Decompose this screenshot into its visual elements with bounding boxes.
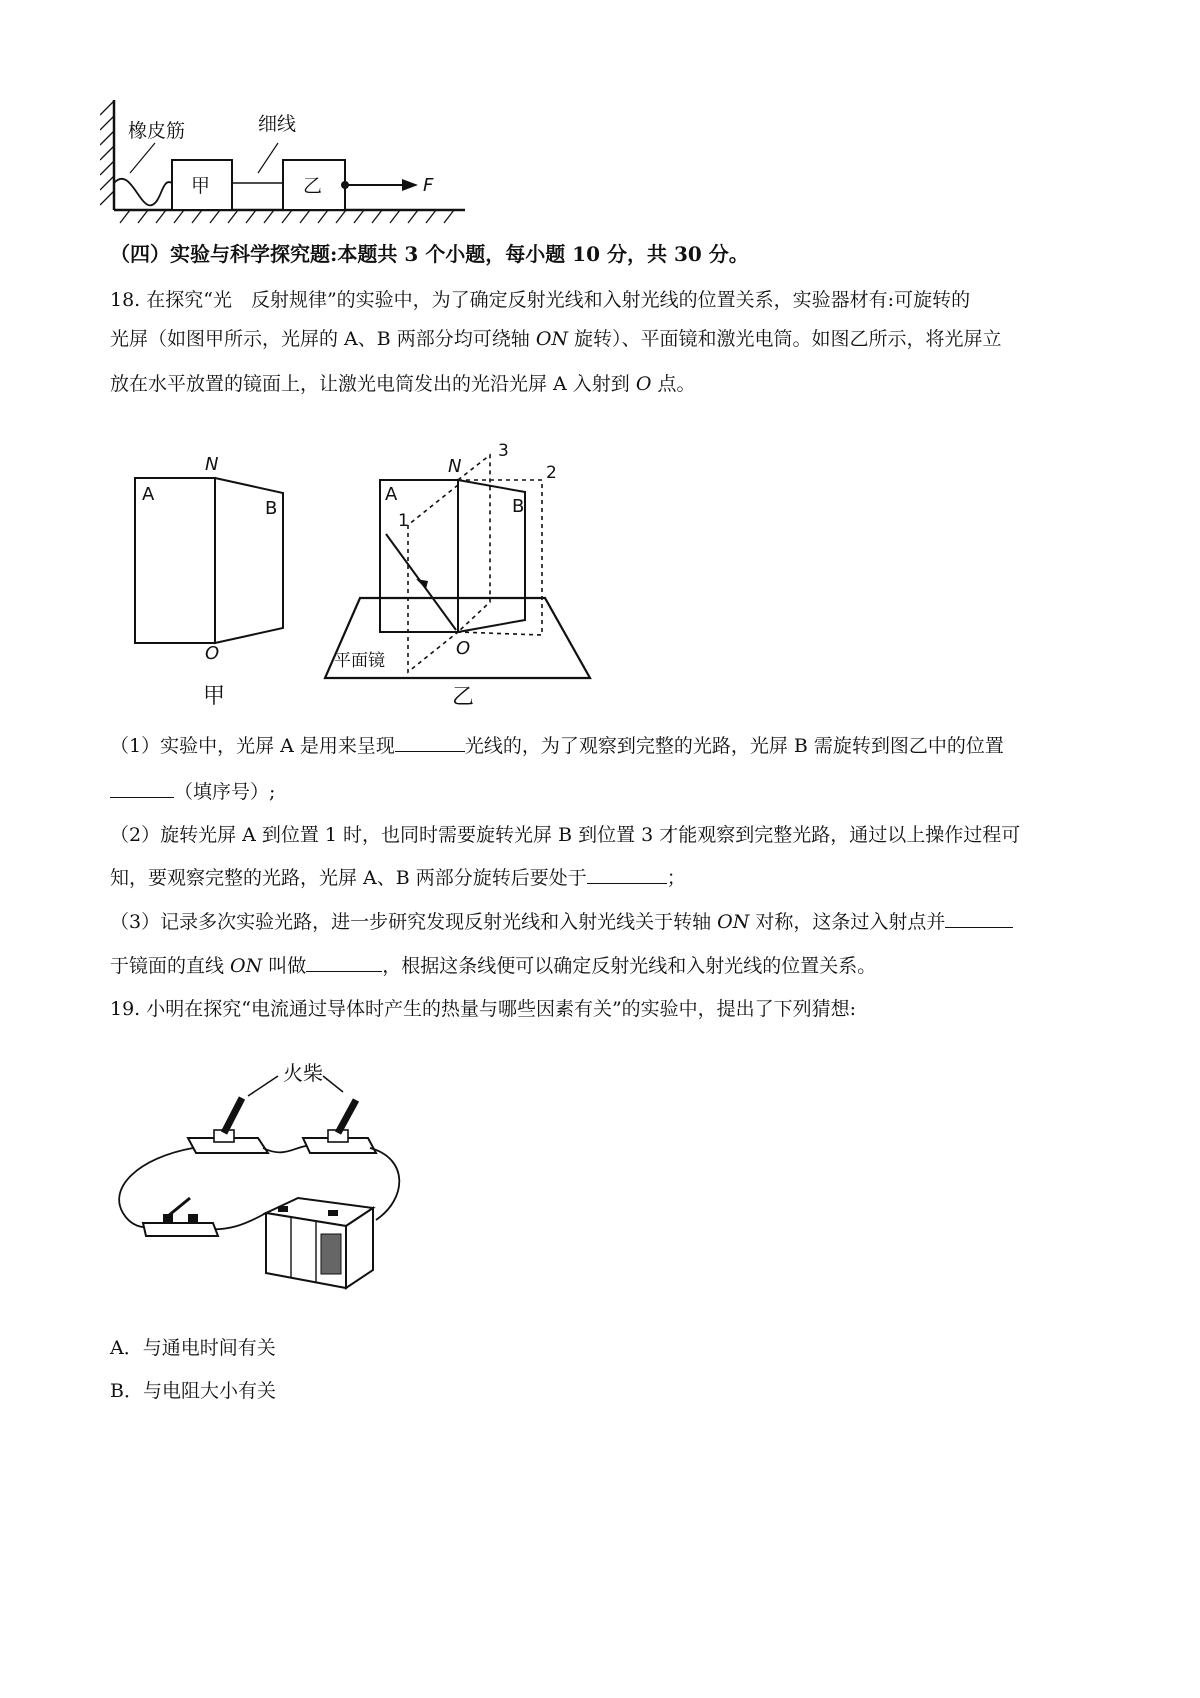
option-a: A．与通电时间有关 (110, 1337, 276, 1359)
rubber-band-label: 橡皮筋 (128, 120, 186, 142)
option-b: B．与电阻大小有关 (110, 1380, 276, 1402)
q18-part-1-line-2: （填序号）; (110, 779, 275, 805)
axis-on: ON (535, 328, 569, 350)
q18-part-3-line-2: 于镜面的直线 ON 叫做 ，根据这条线便可以确定反射光线和入射光线的位置关系。 (110, 955, 877, 977)
q18-part-3-line-1: （3）记录多次实验光路，进一步研究发现反射光线和入射光线关于转轴 ON 对称，这条过入射点并 (110, 909, 1013, 935)
answer-blank-5[interactable] (306, 953, 382, 972)
point-o: O (635, 373, 652, 395)
yi-a-label: A (385, 484, 398, 505)
jia-caption: 甲 (203, 684, 226, 709)
thread-label: 细线 (258, 113, 297, 135)
block-yi-label: 乙 (303, 175, 323, 197)
block-jia-label: 甲 (191, 175, 211, 197)
yi-caption: 乙 (452, 685, 475, 710)
q18-line-1: 18. 在探究“光 反射规律”的实验中，为了确定反射光线和入射光线的位置关系，实验器材有:可旋转的 (110, 289, 971, 311)
q18-part-1-line-1: （1）实验中，光屏 A 是用来呈现 光线的，为了观察到完整的光路，光屏 B 需旋转到图乙中的位置 (110, 735, 1004, 757)
section-heading: （四）实验与科学探究题:本题共 3 个小题，每小题 10 分，共 30 分。 (110, 242, 749, 266)
q18-part-2-line-1: （2）旋转光屏 A 到位置 1 时，也同时需要旋转光屏 B 到位置 3 才能观察到完整光路，通过以上操作过程可 (110, 824, 1021, 846)
mirror-label: 平面镜 (334, 651, 385, 671)
rubber-band-blocks-figure (100, 95, 480, 230)
light-screen-figure-jia (125, 448, 305, 713)
force-label: F (423, 175, 434, 196)
jia-b-label: B (265, 498, 278, 519)
jia-a-label: A (142, 484, 155, 505)
q18-line-3: 放在水平放置的镜面上，让激光电筒发出的光沿光屏 A 入射到 O 点。 (110, 373, 696, 395)
position-2-label: 2 (546, 463, 557, 483)
q19-line-1: 19. 小明在探究“电流通过导体时产生的热量与哪些因素有关”的实验中，提出了下列猜想: (110, 998, 857, 1020)
yi-n-label: N (448, 456, 462, 477)
jia-o-label: O (205, 643, 220, 664)
yi-o-label: O (456, 638, 471, 659)
light-screen-figure-yi (320, 440, 600, 720)
position-3-label: 3 (498, 441, 509, 461)
answer-blank-4[interactable] (945, 909, 1013, 928)
matches-label: 火柴 (283, 1061, 323, 1085)
position-1-label: 1 (398, 511, 409, 531)
answer-blank-3[interactable] (587, 865, 667, 884)
q18-part-2-line-2: 知，要观察完整的光路，光屏 A、B 两部分旋转后要处于 ； (110, 867, 686, 889)
yi-b-label: B (512, 496, 525, 517)
jia-n-label: N (205, 454, 219, 475)
answer-blank-2[interactable] (110, 779, 174, 798)
circuit-matches-figure (118, 1048, 418, 1293)
q18-line-2: 光屏（如图甲所示，光屏的 A、B 两部分均可绕轴 ON 旋转）、平面镜和激光电筒。如图乙所示，将光屏立 (110, 328, 1002, 350)
answer-blank-1[interactable] (395, 733, 465, 752)
